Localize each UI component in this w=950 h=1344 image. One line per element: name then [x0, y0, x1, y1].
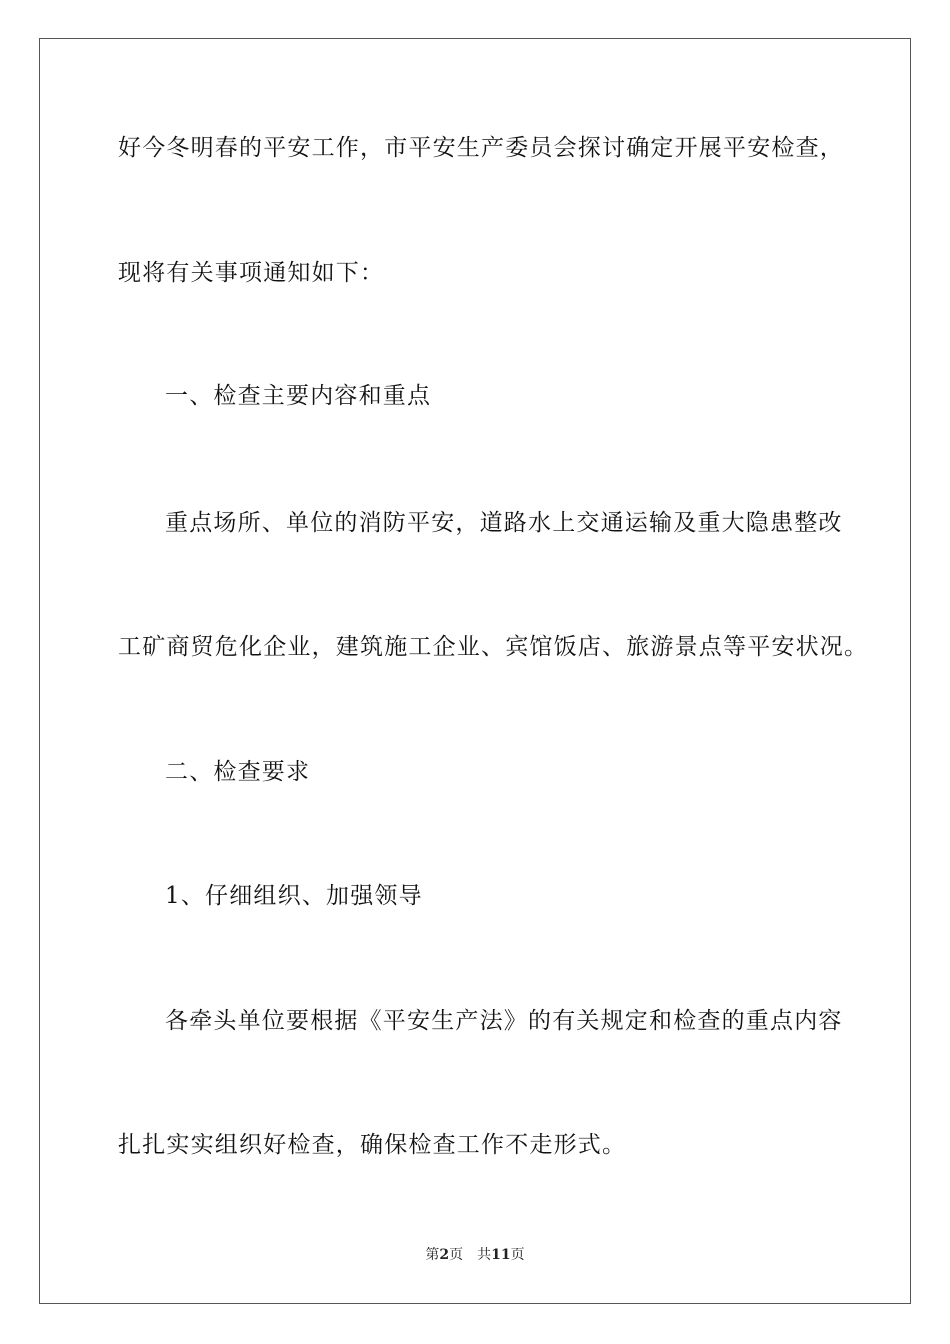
body-line-6: 扎扎实实组织好检查，确保检查工作不走形式。	[118, 1132, 627, 1158]
page-suffix: 页	[449, 1247, 464, 1263]
body-line-4: 工矿商贸危化企业，建筑施工企业、宾馆饭店、旅游景点等平安状况。	[118, 634, 869, 660]
page-prefix: 第	[425, 1247, 440, 1263]
section-heading-1: 一、检查主要内容和重点	[165, 383, 432, 409]
page-border	[39, 38, 911, 1304]
page-number: 2	[439, 1247, 450, 1263]
total-pages: 11	[491, 1247, 511, 1263]
total-suffix: 页	[510, 1247, 525, 1263]
sub-heading-1: 1、仔细组织、加强领导	[165, 883, 423, 909]
body-line-5: 各牵头单位要根据《平安生产法》的有关规定和检查的重点内容	[165, 1008, 843, 1034]
total-prefix: 共	[477, 1247, 492, 1263]
body-line-1: 好今冬明春的平安工作，市平安生产委员会探讨确定开展平安检查，	[118, 135, 844, 161]
body-line-3: 重点场所、单位的消防平安，道路水上交通运输及重大隐患整改	[165, 510, 843, 536]
section-heading-2: 二、检查要求	[165, 759, 311, 785]
body-line-2: 现将有关事项通知如下：	[118, 260, 385, 286]
page-footer	[0, 1246, 950, 1264]
